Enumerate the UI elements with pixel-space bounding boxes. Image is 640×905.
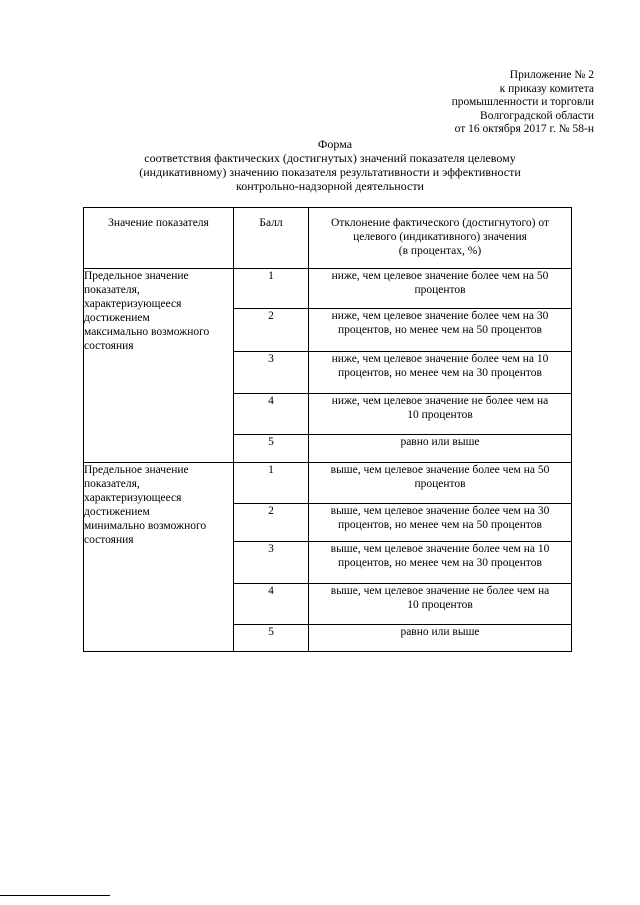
deviation-line: процентов, но менее чем на 30 процентов [338, 557, 542, 569]
score-cell: 2 [234, 504, 309, 542]
table-header-row [84, 208, 572, 269]
deviation-line: равно или выше [400, 436, 480, 448]
score-cell: 1 [234, 269, 309, 309]
appendix-block [354, 69, 594, 137]
indicator-line: показателя, [84, 284, 140, 296]
deviation-line: 10 процентов [407, 599, 473, 611]
score-cell: 4 [234, 394, 309, 435]
form-title [0, 137, 640, 193]
deviation-cell [309, 625, 572, 652]
deviation-cell [309, 435, 572, 463]
deviation-line: ниже, чем целевое значение не более чем на [331, 395, 549, 407]
score-cell: 5 [234, 435, 309, 463]
deviation-cell [309, 504, 572, 542]
indicator-line: минимально возможного [84, 520, 207, 532]
deviation-cell [309, 309, 572, 352]
deviation-line: выше, чем целевое значение не более чем на [330, 585, 550, 597]
indicator-line: характеризующееся [84, 298, 182, 310]
deviation-line: выше, чем целевое значение более чем на 30 [330, 505, 550, 517]
indicator-line: состояния [84, 534, 134, 546]
table-row [84, 269, 572, 309]
deviation-line: процентов, но менее чем на 50 процентов [338, 324, 542, 336]
header-deviation [309, 208, 572, 269]
header-deviation-line: целевого (индикативного) значения [353, 231, 527, 243]
deviation-cell [309, 269, 572, 309]
appendix-line: к приказу комитета [499, 82, 594, 95]
indicator-line: достижением [84, 312, 150, 324]
deviation-line: 10 процентов [407, 409, 473, 421]
score-cell: 3 [234, 352, 309, 394]
score-cell: 4 [234, 584, 309, 625]
indicator-line: состояния [84, 340, 134, 352]
deviation-cell [309, 542, 572, 584]
deviation-line: выше, чем целевое значение более чем на 50 [330, 464, 550, 476]
header-deviation-line: (в процентах, %) [398, 245, 482, 257]
deviation-line: процентов [414, 284, 466, 296]
deviation-cell [309, 463, 572, 504]
header-indicator: Значение показателя [84, 208, 234, 269]
deviation-line: процентов [414, 478, 466, 490]
appendix-line: от 16 октября 2017 г. № 58-н [454, 123, 594, 135]
form-title-word: Форма [317, 137, 353, 151]
header-deviation-line: Отклонение фактического (достигнутого) от [331, 217, 549, 229]
form-title-line: (индикативному) значению показателя результативности и эффективности [139, 165, 521, 179]
indicator-line: достижением [84, 506, 150, 518]
header-score: Балл [234, 208, 309, 269]
indicator-line: Предельное значение [84, 464, 189, 476]
appendix-line: Волгоградской области [480, 109, 594, 122]
deviation-cell [309, 352, 572, 394]
deviation-line: процентов, но менее чем на 50 процентов [338, 519, 542, 531]
appendix-line: промышленности и торговли [451, 96, 594, 108]
form-title-line: контрольно-надзорной деятельности [236, 179, 424, 193]
scoring-table [83, 207, 572, 652]
indicator-min-cell [84, 463, 234, 652]
indicator-line: характеризующееся [84, 492, 182, 504]
deviation-cell [309, 584, 572, 625]
deviation-line: ниже, чем целевое значение более чем на 50 [331, 270, 549, 282]
deviation-line: выше, чем целевое значение более чем на 10 [330, 543, 550, 555]
appendix-line: Приложение № 2 [509, 69, 594, 81]
deviation-line: процентов, но менее чем на 30 процентов [338, 367, 542, 379]
deviation-cell [309, 394, 572, 435]
deviation-line: равно или выше [400, 626, 480, 638]
footer-rule [0, 895, 110, 896]
indicator-max-cell [84, 269, 234, 463]
indicator-line: Предельное значение [84, 270, 189, 282]
indicator-line: показателя, [84, 478, 140, 490]
deviation-line: ниже, чем целевое значение более чем на 10 [331, 353, 549, 365]
deviation-line: ниже, чем целевое значение более чем на 30 [331, 310, 549, 322]
indicator-line: максимально возможного [84, 326, 210, 338]
form-title-line: соответствия фактических (достигнутых) значений показателя целевому [144, 151, 516, 165]
table-row [84, 463, 572, 504]
score-cell: 3 [234, 542, 309, 584]
score-cell: 1 [234, 463, 309, 504]
score-cell: 2 [234, 309, 309, 352]
score-cell: 5 [234, 625, 309, 652]
